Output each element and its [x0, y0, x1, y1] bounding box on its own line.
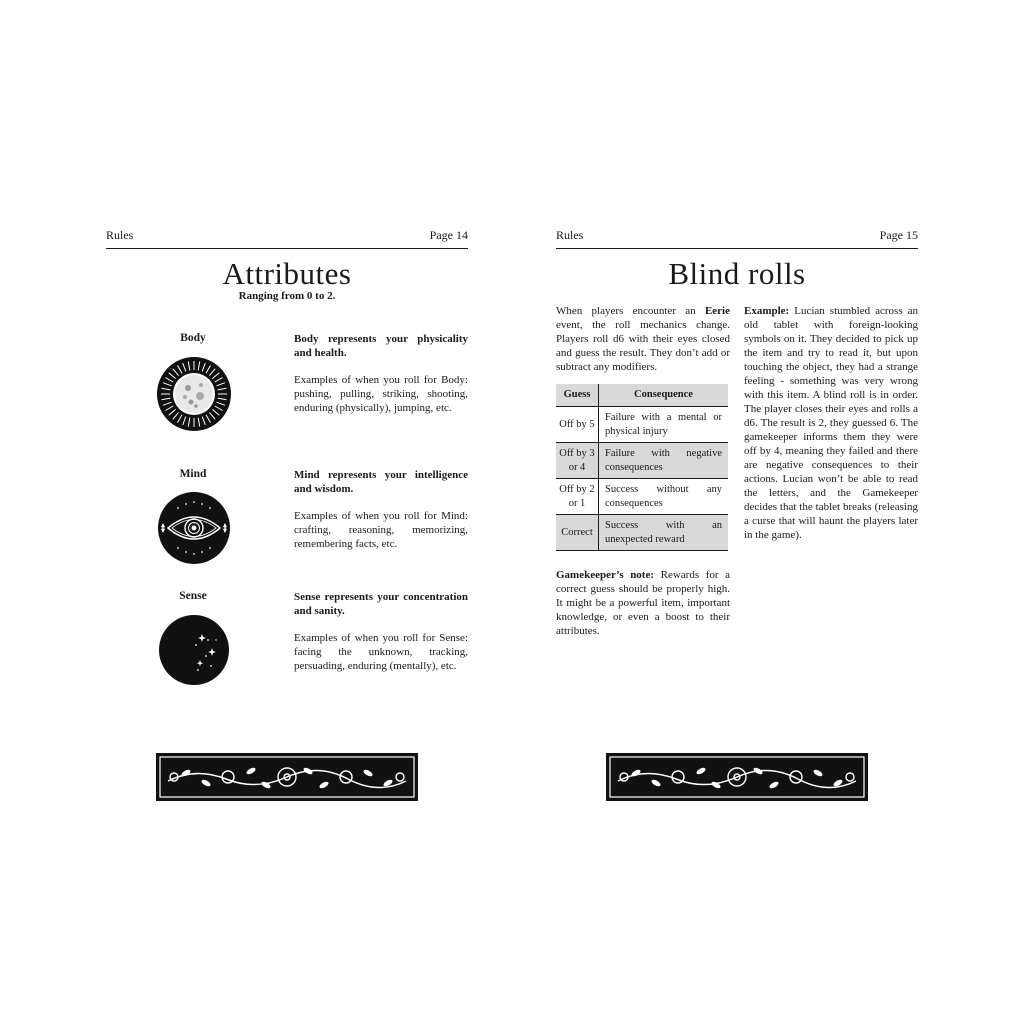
page-subtitle: Ranging from 0 to 2.: [238, 290, 336, 302]
table-cell-consequence: Failure with negative consequences: [599, 443, 729, 479]
table-cell-guess: Off by 5: [556, 407, 599, 443]
attribute-desc-body: [294, 332, 468, 415]
table-cell-guess: Off by 2 or 1: [556, 479, 599, 515]
intro-paragraph: [556, 304, 730, 374]
page-title: Blind rolls: [668, 256, 806, 291]
page-15: [556, 226, 918, 816]
eye-icon: [156, 490, 232, 566]
table-row: [556, 479, 728, 515]
page-number: Page 15: [879, 228, 918, 242]
attribute-summary: Mind represents your intelligence and wisdom.: [294, 469, 468, 495]
full-moon-icon: [156, 356, 232, 432]
attribute-desc-sense: [294, 590, 468, 673]
attribute-name-sense: Sense: [179, 590, 207, 602]
page-number: Page 14: [429, 228, 468, 242]
page-14: [106, 226, 468, 816]
attribute-name-body: Body: [180, 332, 206, 344]
attribute-summary: Body represents your physicality and health.: [294, 333, 468, 359]
example-paragraph: [744, 304, 918, 542]
attribute-desc-mind: [294, 468, 468, 551]
table-cell-guess: Off by 3 or 4: [556, 443, 599, 479]
attribute-name-mind: Mind: [179, 468, 207, 480]
attribute-summary: Sense represents your concentration and sanity.: [294, 591, 468, 617]
example-label: Example:: [744, 305, 790, 317]
gamekeeper-note: [556, 568, 730, 638]
table-row: [556, 515, 728, 551]
section-label: Rules: [556, 228, 584, 242]
table-row: [556, 443, 728, 479]
note-label: Gamekeeper’s note:: [556, 569, 655, 581]
intro-keyword: Eerie: [704, 305, 730, 317]
floral-banner-ornament: [156, 753, 418, 801]
table-cell-guess: Correct: [556, 515, 599, 551]
page-header: [106, 226, 468, 249]
attribute-examples: Examples of when you roll for Sense: facing the unknown, tracking, persuading, enduring (mentally), etc.: [294, 632, 468, 672]
table-cell-consequence: Success without any consequences: [599, 479, 729, 515]
crescent-moon-icon: [156, 612, 232, 688]
table-header-row: [556, 384, 728, 407]
section-label: Rules: [106, 228, 134, 242]
note-text: Rewards for a correct guess should be properly high. It might be a powerful item, important knowledge, or even a boost to their attributes.: [556, 569, 730, 637]
example-text: Lucian stumbled across an old tablet with foreign-looking symbols on it. They decided to pick up the item and try to read it, but upon touching the object, they had a strange feeling - something was very wrong with this item. A blind roll is in order. The player closes their eyes and rolls a d6. The result is 2, they guessed 6. The gamekeeper informs them they were off by 4, meaning they failed and there are negative consequences to their actions. Lucian won’t be able to read the letters, and the Gamekeeper decides that the tablet breaks (releasing a curse that will haunt the players later in the game).: [744, 305, 918, 541]
table-row: [556, 407, 728, 443]
attribute-examples: Examples of when you roll for Mind: crafting, reasoning, memorizing, remembering facts, etc.: [294, 510, 468, 550]
guess-consequence-table: [556, 384, 728, 551]
column-header: Consequence: [599, 384, 729, 407]
page-title: Attributes: [222, 256, 352, 291]
table-cell-consequence: Success with an unexpected reward: [599, 515, 729, 551]
attribute-examples: Examples of when you roll for Body: pushing, pulling, striking, shooting, enduring (physically), jumping, etc.: [294, 374, 468, 414]
column-header: Guess: [556, 384, 599, 407]
floral-banner-ornament: [606, 753, 868, 801]
intro-text: When players encounter an: [556, 305, 705, 317]
page-header: [556, 226, 918, 249]
table-cell-consequence: Failure with a mental or physical injury: [599, 407, 729, 443]
intro-text: event, the roll mechanics change. Players roll d6 with their eyes closed and guess the result. They don’t add or subtract any modifiers.: [556, 319, 730, 373]
